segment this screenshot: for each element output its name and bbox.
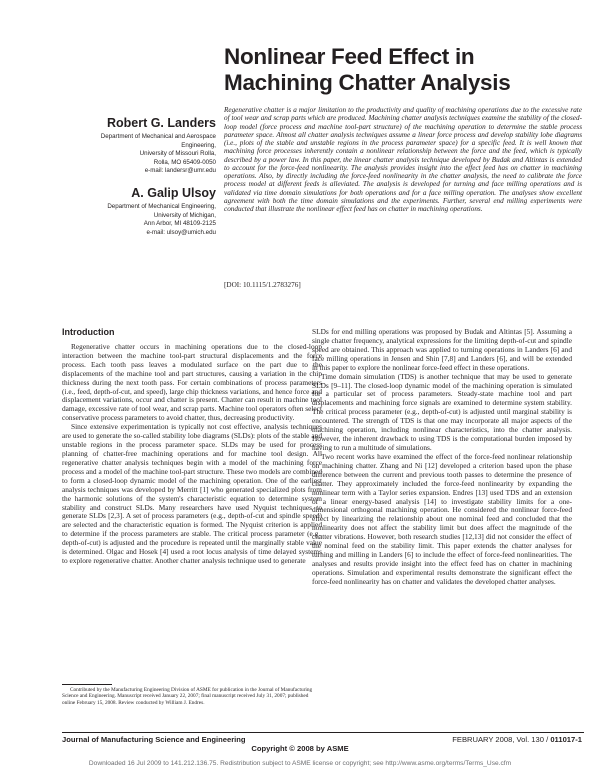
doi: [DOI: 10.1115/1.2783276] xyxy=(224,281,301,289)
copyright: Copyright © 2008 by ASME xyxy=(251,744,349,753)
author-1 xyxy=(0,116,216,176)
author-affiliation xyxy=(0,203,216,237)
footer-rule xyxy=(62,732,584,733)
affiliation-line: Engineering, xyxy=(181,141,216,149)
author-email: e-mail: ulsoy@umich.edu xyxy=(146,228,216,236)
paragraph: Since extensive experimentation is typically not cost effective, analysis techniques are used to generate the so-called stability lobe diagrams (SLDs): plots of the stable and unstable regions in the process parameter space. SLDs may be used for process planning of chatter-free machining operations and for machine tool design. All regenerative chatter analysis techniques begin with a model of the machining force process and a model of the machine tool-part structure. These two models are combined to form a closed-loop dynamic model of the machining operation. One of the earliest analysis techniques was developed by Merritt [1] who generated specialized plots from the harmonic solutions of the system's characteristic equation to determine system stability and construct SLDs. Many researchers have used Nyquist techniques to generate SLDs [2,3]. A set of process parameters (e.g., depth-of-cut and spindle speed) are selected and the characteristic equation is formed. The Nyquist criterion is applied to determine if the process parameters are stable. The critical process parameter (e.g., depth-of-cut) is adjusted and the procedure is repeated until the marginally stable value is determined. Olgac and Hosek [4] used a root locus analysis of time delayed systems to explore regenerative chatter. Another chatter analysis technique used to generate xyxy=(62,422,322,566)
author-2 xyxy=(0,186,216,237)
title-line-1: Nonlinear Feed Effect in xyxy=(224,44,475,69)
paragraph: Regenerative chatter occurs in machining operations due to the closed-loop interaction between the machine tool-part structural displacements and the force process. Each tooth pass leaves a modulated surface on the part due to the displacements of the machine tool and part structures, causing a variation in the chip thickness during the next tooth pass. For certain combinations of process parameters (i.e., feed, depth-of-cut, and speed), large chip thickness variations, and hence force and displacement variations, occur and chatter is present. Chatter can result in machine tool damage, excessive rate of tool wear, and scrap parts. Machine tool operators often select conservative process parameters to avoid chatter, thus, decreasing productivity. xyxy=(62,341,322,423)
author-block xyxy=(0,116,216,247)
body-column-left xyxy=(62,328,322,566)
affiliation-line: University of Michigan, xyxy=(153,211,216,219)
paper-title xyxy=(224,44,584,96)
footnote: Contributed by the Manufacturing Engineering Division of ASME for publication in the Journal of Manufacturing Science and Engineering. Manuscript received January 22, 2007; final manuscript received July 31, 2007; published online February 15, 2008. Review conducted by William J. Endres. xyxy=(62,687,313,706)
body-column-right xyxy=(312,328,572,587)
issue-date-volume: FEBRUARY 2008, Vol. 130 / xyxy=(452,735,551,744)
author-name: A. Galip Ulsoy xyxy=(131,185,216,200)
author-email: e-mail: landersr@umr.edu xyxy=(144,167,216,175)
author-affiliation xyxy=(0,133,216,176)
issue-info xyxy=(452,735,582,744)
paragraph: Time domain simulation (TDS) is another technique that may be used to generate SLDs [9–11]. The closed-loop dynamic model of the machining operation is simulated for a particular set of process parameters. Steady-state machine tool and part displacements and machining force signals are examined to determine system stability. The critical process parameter (e.g., depth-of-cut) is adjusted until marginal stability is encountered. The strength of TDS is that one may incorporate all major aspects of the machining operation, including nonlinear characteristics, into the chatter analysis. However, the inherent drawback to using TDS is the computational burden imposed by having to run a multitude of simulations. xyxy=(312,371,572,452)
title-line-2: Machining Chatter Analysis xyxy=(224,70,511,95)
affiliation-line: Department of Mechanical Engineering, xyxy=(107,202,216,210)
affiliation-line: Ann Arbor, MI 48109-2125 xyxy=(143,220,216,228)
affiliation-line: University of Missouri Rolla, xyxy=(139,150,216,158)
abstract: Regenerative chatter is a major limitation to the productivity and quality of machining operations due to the excessive rate of tool wear and scrap parts which are produced. Machining chatter analysis techniques examine the stability of the closed-loop model (force process and machine tool-part structure) of the machining operation to determine the stable process parameter space. Almost all chatter analysis techniques assume a linear force process and develop stability lobe diagrams (i.e., plots of the stable and unstable regions in the process parameter space) for a specific feed. It is well known that machining force processes inherently contain a nonlinear relationship between the force and the feed, which is typically described by a power law. In this paper, the linear chatter analysis technique developed by Budak and Altintas is extended to account for the force-feed nonlinearity. The analysis provides insight into the effect feed has on chatter in machining operations. Also, by directly including the force-feed nonlinearity in the chatter analysis, the need to calibrate the force process model at different feeds is alleviated. The analysis is developed for turning and face milling operations and is validated via time domain simulations for both operations and for a face milling operation. The analyses show excellent agreement with both the time domain simulations and the experiments. Further, several end milling experiments were conducted that illustrate the nonlinear effect feed has on chatter in machining operations. xyxy=(224,106,582,213)
section-heading: Introduction xyxy=(62,327,115,337)
paragraph: SLDs for end milling operations was proposed by Budak and Altintas [5]. Assuming a single chatter frequency, analytical expressions for the limiting depth-of-cut and spindle speed are obtained. This approach was applied to turning operations in Landers [6] and face milling operations in Jensen and Shin [7,8] and Landers [6], and will be extended in this paper to explore the nonlinear force-feed effect in these operations. xyxy=(312,327,572,372)
footnote-rule xyxy=(62,684,112,685)
page-id: 011017-1 xyxy=(550,735,582,744)
paragraph: Two recent works have examined the effect of the force-feed nonlinear relationship on machining chatter. Zhang and Ni [12] developed a criterion based upon the phase difference between the current and previous tooth passes to determine the presence of chatter. They approximately included the force-feed nonlinearity by expanding the nonlinear term with a Taylor series expansion. Endres [13] used TDS and an extension of a linear energy-based analysis [14] to investigate stability limits for a one-dimensional orthogonal machining operation. He considered the nonlinear force-feed effect by linearizing the relationship about one nominal feed and concluded that the nonlinearity does not affect the stability limit but does affect the magnitude of the chatter vibrations. However, both research studies [12,13] did not consider the effect of the nominal feed on the stability limit. This paper extends the chatter analyses for turning and milling in Landers [6] to include the effect of force-feed nonlinearities. The analyses and results provide insight into the effect feed has on chatter in machining operations. Simulation and experimental results demonstrate the significant effect the force-feed nonlinearity has on chatter and validates the developed chatter analyses. xyxy=(312,451,572,586)
affiliation-line: Rolla, MO 65409-0050 xyxy=(153,158,216,166)
affiliation-line: Department of Mechanical and Aerospace xyxy=(100,133,216,140)
author-name: Robert G. Landers xyxy=(106,116,216,130)
download-notice: Downloaded 16 Jul 2009 to 141.212.136.75. Redistribution subject to ASME license or copyright; see http://www.asme.org/terms/Terms_Use.cfm xyxy=(88,760,512,767)
journal-name: Journal of Manufacturing Science and Engineering xyxy=(62,735,246,744)
